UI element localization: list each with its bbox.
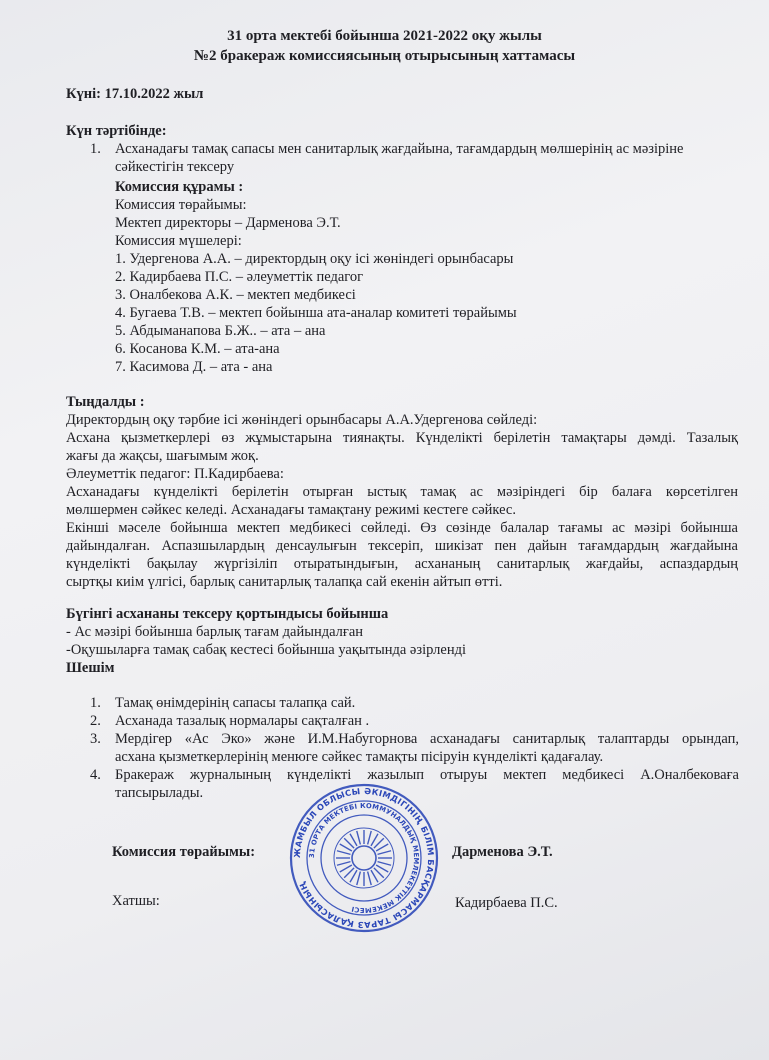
meeting-date: Күні: 17.10.2022 жыл xyxy=(66,86,204,102)
header-line-1: 31 орта мектебі бойынша 2021-2022 оқу жылы xyxy=(227,28,542,44)
listened-line: Асханадағы күнделікті берілетін отырған ыстық тамақ ас мәзіріндегі бір балаға көрсетілген xyxy=(66,484,738,500)
listened-line: жағы да жақсы, шағымым жоқ. xyxy=(66,448,259,464)
agenda-item-line-1: Асханадағы тамақ сапасы мен санитарлық жағдайына, тағамдардың мөлшерінің ас мәзіріне xyxy=(115,141,684,157)
listened-line: сыртқы киім үлгісі, барлық санитарлық талапқа сай екенін айтып өтті. xyxy=(66,574,503,590)
commission-chair: Мектеп директоры – Дарменова Э.Т. xyxy=(115,215,341,231)
commission-member: 4. Бугаева Т.В. – мектеп бойынша ата-аналар комитеті төрайымы xyxy=(115,305,517,321)
commission-member: 5. Абдыманапова Б.Ж.. – ата – ана xyxy=(115,323,326,339)
decision-number: 3. xyxy=(90,731,101,747)
commission-member: 1. Удергенова А.А. – директордың оқу ісі жөніндегі орынбасары xyxy=(115,251,514,267)
seal-inner-text: 31 ОРТА МЕКТЕБІ КОММУНАЛДЫҚ МЕМЛЕКЕТТІК МЕКЕМЕСІ xyxy=(307,801,421,915)
seal-outer-text: ЖАМБЫЛ ОБЛЫСЫ ӘКІМДІГІНІҢ БІЛІМ БАСҚАРМАСЫ ТАРАЗ ҚАЛАСЫНЫҢ xyxy=(291,785,437,931)
decision-line: Мердігер «Ас Эко» және И.М.Набугорнова асханадағы санитарлық талаптарды орындап, xyxy=(115,731,739,747)
agenda-item-line-2: сәйкестігін тексеру xyxy=(115,159,235,175)
header-line-2: №2 бракераж комиссиясының отырысының хаттамасы xyxy=(193,48,576,64)
listened-line: күнделікті бақылау жүргізіліп отыратындығын, асхананың санитарлық жағдайы, аспаздардың xyxy=(66,556,738,572)
listened-line: Директордың оқу тәрбие ісі жөніндегі орынбасары А.А.Удергенова сөйледі: xyxy=(66,412,538,428)
inspection-heading: Бүгінгі асхананы тексеру қортындысы бойынша xyxy=(66,606,389,622)
decision-line: Асханада тазалық нормалары сақталған . xyxy=(115,713,370,729)
secretary-signature-name: Кадирбаева П.С. xyxy=(455,895,558,911)
secretary-signature-label: Хатшы: xyxy=(112,893,160,909)
agenda-item-number: 1. xyxy=(90,141,101,157)
commission-member: 7. Касимова Д. – ата - ана xyxy=(115,359,273,375)
decision-number: 4. xyxy=(90,767,101,783)
listened-line: Асхана қызметкерлері өз жұмыстарына тиянақты. Күнделікті берілетін тамақтары дәмді. Тазалық xyxy=(66,430,738,446)
svg-text:31 ОРТА МЕКТЕБІ КОММУНАЛДЫҚ МЕ xyxy=(308,802,420,914)
decision-heading: Шешім xyxy=(66,660,115,676)
listened-line: дайындалған. Аспазшылардың денсаулығын тексеріп, шикізат пен дайын тағамдардың жағдайына xyxy=(66,538,738,554)
listened-line: Екінші мәселе бойынша мектеп медбикесі сөйледі. Өз сөзінде балалар тағамы ас мәзірі бойынша xyxy=(66,520,738,536)
chair-signature-label: Комиссия төрайымы: xyxy=(112,844,256,860)
decision-line: тапсырылады. xyxy=(115,785,204,801)
chair-signature-name: Дарменова Э.Т. xyxy=(452,844,553,860)
commission-heading: Комиссия құрамы : xyxy=(115,179,244,195)
listened-heading: Тыңдалды : xyxy=(66,394,145,410)
commission-chair-label: Комиссия төрайымы: xyxy=(115,197,247,213)
decision-number: 1. xyxy=(90,695,101,711)
inspection-line: -Оқушыларға тамақ сабақ кестесі бойынша уақытында әзірленді xyxy=(66,642,466,658)
decision-line: Тамақ өнімдерінің сапасы талапқа сай. xyxy=(115,695,356,711)
inspection-line: - Ас мәзірі бойынша барлық тағам дайындалған xyxy=(66,624,364,640)
decision-line: асхана қызметкерлерінің менюге сәйкес тамақты пісіруін күнделікті қадағалау. xyxy=(115,749,604,765)
commission-member: 3. Оналбекова А.К. – мектеп медбикесі xyxy=(115,287,356,303)
commission-members-label: Комиссия мүшелері: xyxy=(115,233,242,249)
listened-line: мөлшермен сәйкес келеді. Асханадағы тамақтану режимі кестеге сәйкес. xyxy=(66,502,516,518)
decision-number: 2. xyxy=(90,713,101,729)
listened-line: Әлеуметтік педагог: П.Кадирбаева: xyxy=(66,466,284,482)
agenda-heading: Күн тәртібінде: xyxy=(66,123,167,139)
official-seal-stamp xyxy=(289,783,439,933)
decision-line: Бракераж журналының күнделікті жазылып отыруы мектеп медбикесі А.Оналбековаға xyxy=(115,767,739,783)
commission-member: 6. Косанова К.М. – ата-ана xyxy=(115,341,280,357)
commission-member: 2. Кадирбаева П.С. – әлеуметтік педагог xyxy=(115,269,364,285)
